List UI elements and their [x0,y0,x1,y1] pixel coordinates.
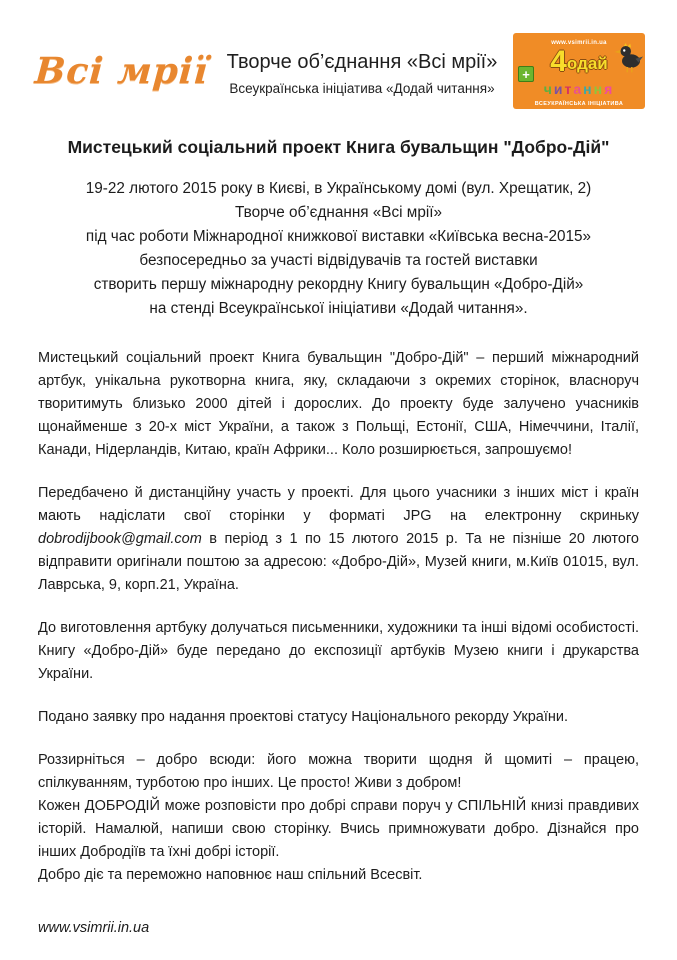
paragraph-text: Передбачено й дистанційну участь у проекті. Для цього учасники з інших міст і країн мають надіслати свої сторінки у форматі JPG на електронну скриньку [38,485,639,524]
logo-letter: н [583,81,594,97]
paragraph-text: в період з 1 по 15 лютого 2015 р. Та не пізніше 20 лютого відправити оригінали поштою за адресою: «Добро-Дій», Музей книги, м.Київ 01015, вул. Лаврська, 9, корп.21, Україна. [38,531,639,593]
paragraph-kindness-line: Роззирніться – добро всюди: його можна творити щодня й щомиті – працею, спілкуванням, турботою про інших. Це просто! Живи з добром! [38,752,639,791]
logo-letter: я [604,81,615,97]
logo-odai-text: одай [566,54,608,73]
logo-big-4: 4 [550,45,567,78]
website-url: www.vsimrii.in.ua [38,920,150,936]
logo-chytannia-text [513,81,645,97]
paragraph-kindness-line: Кожен ДОБРОДІЙ може розповісти про добрі справи поруч у СПІЛЬНІЙ книзі правдивих історій. Намалюй, напиши свою сторінку. Вчись примножувати добро. Дізнайся про інших Добродіїв та їхні добрі історії. [38,798,639,860]
intro-line: 19-22 лютого 2015 року в Києві, в Українському домі (вул. Хрещатик, 2) [85,180,592,197]
logo-initiative-text: ВСЕУКРАЇНСЬКА ІНІЦІАТИВА [534,101,624,107]
paragraph-remote-participation [38,482,639,597]
plus-icon: + [518,66,534,82]
page-title: Мистецький соціальний проект Книга бувальщин "Добро-Дій" [67,137,610,157]
paragraph-project-description: Мистецький соціальний проект Книга бувальщин "Добро-Дій" – перший міжнародний артбук, унікальна рукотворна книга, яку, складаючи з окремих сторінок, власноруч творитимуть близько 2000 дітей і дорослих. До проекту буде залучено учасників щонайменше з 20-х міст України, а також з Польщі, Естонії, США, Німеччини, Італії, Канади, Нідерландів, Китаю, країн Африки... Коло розширюється, запрошуємо! [38,350,639,458]
logo-letter: т [564,81,574,97]
body-text [0,321,677,887]
vsi-mrii-logo: Всі мрії [33,50,210,92]
logo-letter: н [593,81,605,97]
intro-line: Творче об’єднання «Всі мрії» [234,204,442,221]
intro-line: створить першу міжнародну рекордну Книгу бувальщин «Добро-Дій» [93,276,584,293]
paragraph-artbook-museum: До виготовлення артбуку долучаться письменники, художники та інші відомі особистості. Книгу «Добро-Дій» буде передано до експозиції артбуків Музею книги і друкарства України. [38,620,639,682]
paragraph-national-record: Подано заявку про надання проектові статусу Національного рекорду України. [38,709,569,725]
header [0,0,677,109]
intro-line: безпосередньо за участі відвідувачів та гостей виставки [139,252,538,269]
org-name: Творче об’єднання «Всі мрії» [226,50,498,73]
intro-block [0,177,677,321]
org-title-block [219,47,505,96]
logo-letter: и [553,81,565,97]
intro-line: під час роботи Міжнародної книжкової виставки «Київська весна-2015» [85,228,592,245]
logo-letter: ч [543,81,554,97]
intro-line: на стенді Всеукраїнської ініціативи «Додай читання». [149,300,528,317]
email-address: dobrodijbook@gmail.com [38,531,202,547]
bird-icon [613,42,643,74]
logo-letter: а [573,81,584,97]
paragraph-kindness-line: Добро діє та переможно наповнює наш спільний Всесвіт. [38,867,423,883]
org-subtitle: Всеукраїнська ініціатива «Додай читання» [229,80,495,96]
dodai-chytannia-logo [513,33,645,109]
logo-url-text: www.vsimrii.in.ua [551,40,607,46]
